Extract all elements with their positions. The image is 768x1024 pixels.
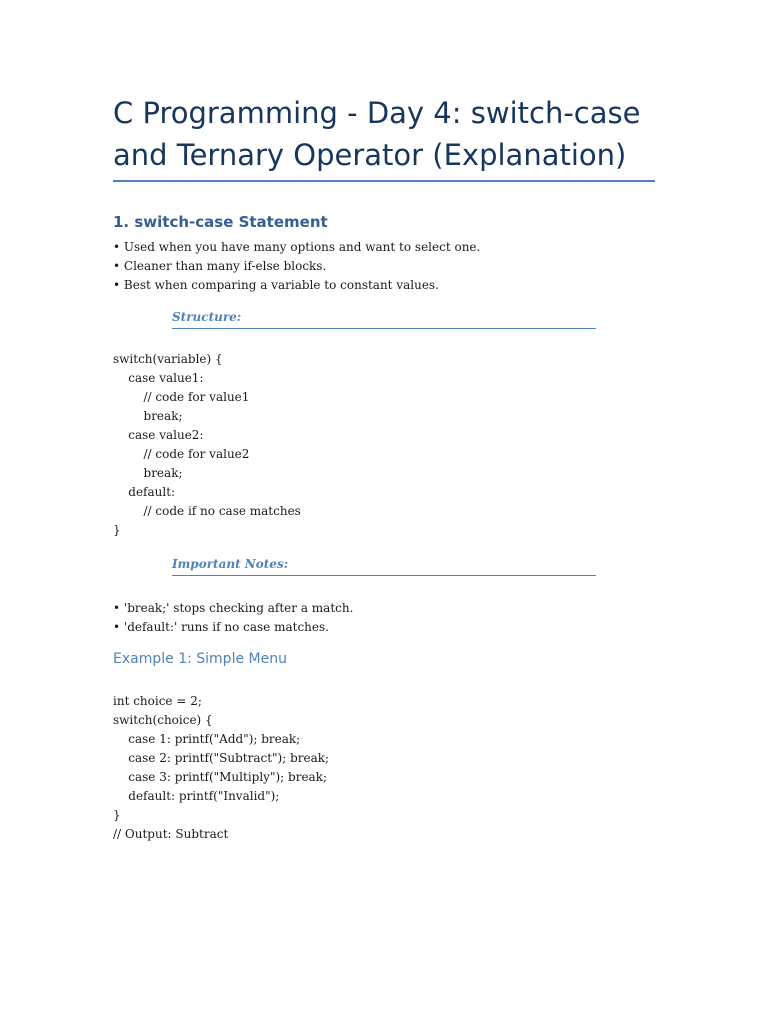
code-line: case value1: <box>113 371 204 385</box>
bullet-item: • Cleaner than many if-else blocks. <box>113 259 327 273</box>
bullet-item: • Best when comparing a variable to constant values. <box>113 278 439 292</box>
document-title: C Programming - Day 4: switch-case and Ternary Operator (Explanation) <box>113 96 641 172</box>
code-line: // code for value1 <box>113 390 250 404</box>
code-line: break; <box>113 409 183 423</box>
code-line: default: printf("Invalid"); <box>113 789 280 803</box>
structure-code-block <box>113 350 301 540</box>
code-line: case 1: printf("Add"); break; <box>113 732 301 746</box>
bullet-item: • 'default:' runs if no case matches. <box>113 620 329 634</box>
code-line: // code if no case matches <box>113 504 301 518</box>
bullet-item: • Used when you have many options and want to select one. <box>113 240 481 254</box>
example1-code-block <box>113 692 329 844</box>
important-notes-subheading: Important Notes: <box>172 557 596 576</box>
code-line: switch(variable) { <box>113 352 223 366</box>
code-line: } <box>113 523 121 537</box>
example1-heading: Example 1: Simple Menu <box>113 651 287 667</box>
section-heading-switch-case: 1. switch-case Statement <box>113 213 328 231</box>
code-line: case value2: <box>113 428 204 442</box>
code-line: } <box>113 808 121 822</box>
code-line: break; <box>113 466 183 480</box>
notes-bullet-list <box>113 599 353 637</box>
code-line: // Output: Subtract <box>113 827 229 841</box>
code-line: case 2: printf("Subtract"); break; <box>113 751 330 765</box>
bullet-item: • 'break;' stops checking after a match. <box>113 601 354 615</box>
code-line: // code for value2 <box>113 447 250 461</box>
code-line: switch(choice) { <box>113 713 213 727</box>
code-line: case 3: printf("Multiply"); break; <box>113 770 328 784</box>
title-underline <box>113 180 655 182</box>
code-line: int choice = 2; <box>113 694 202 708</box>
structure-subheading: Structure: <box>172 310 596 329</box>
section1-bullet-list <box>113 238 480 295</box>
code-line: default: <box>113 485 176 499</box>
